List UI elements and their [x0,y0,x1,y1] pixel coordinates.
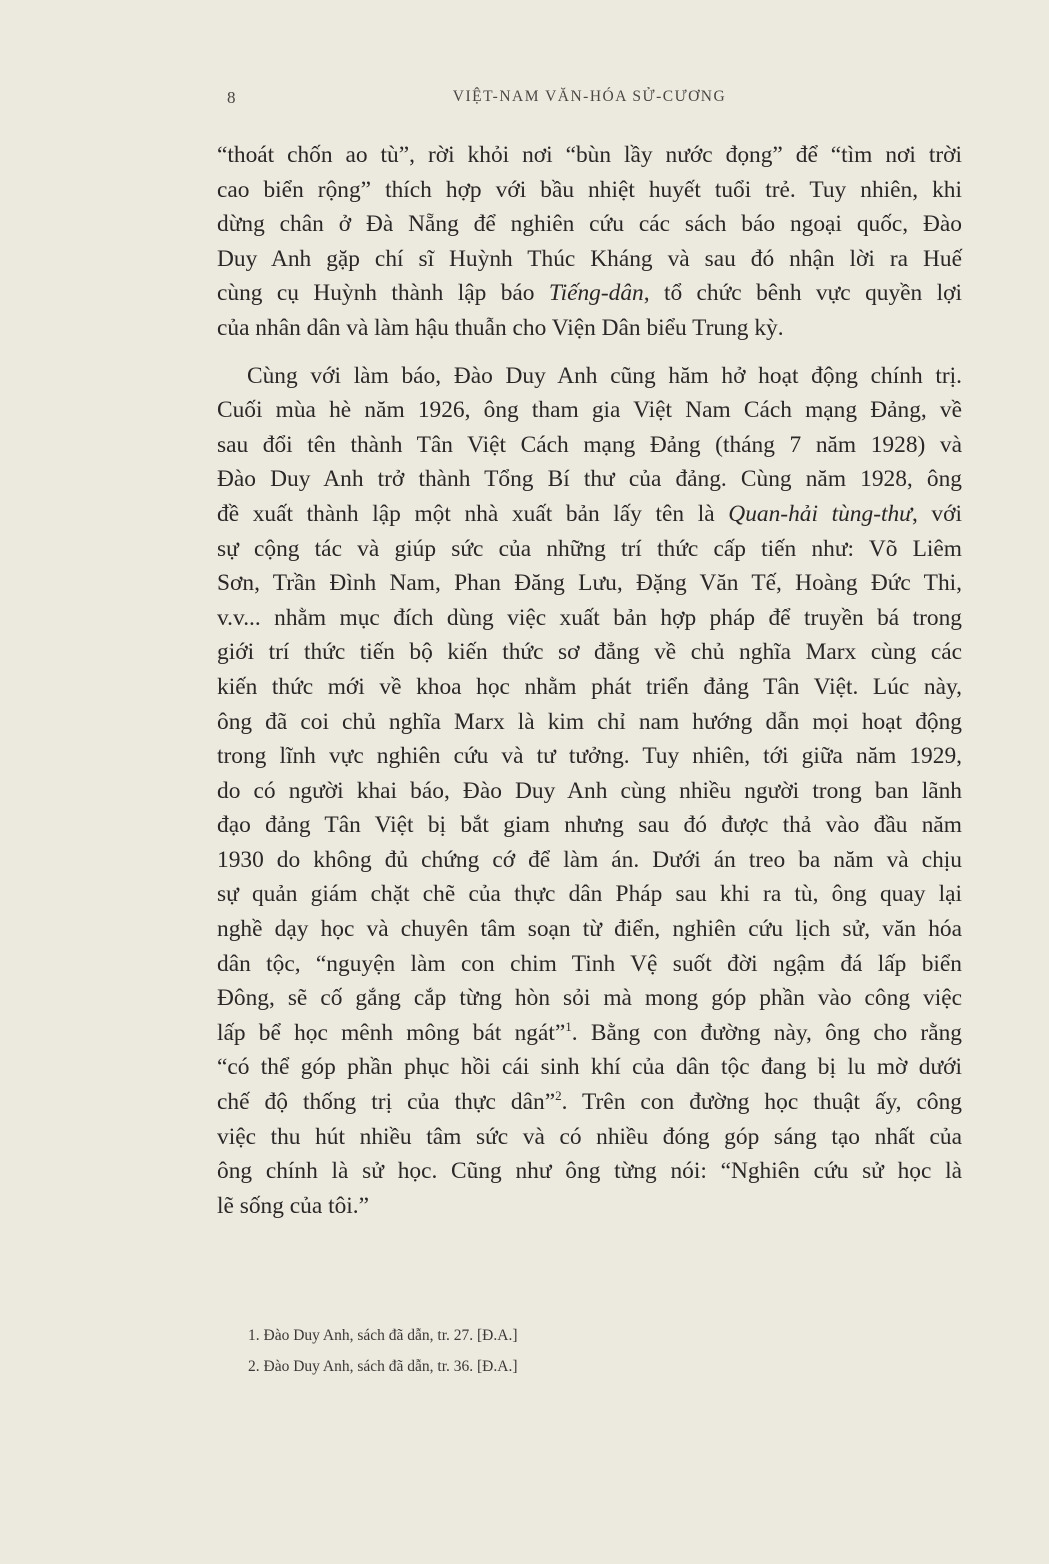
text-line: lẽ sống của tôi.” [217,1192,369,1219]
text-fragment: đề xuất thành lập một nhà xuất bản lấy tên là [217,500,729,527]
body-text [217,138,962,1223]
text-line: sự quản giám chặt chẽ của thực dân Pháp sau khi ra tù, ông quay lại [217,881,962,908]
newspaper-name: Tiếng-dân [548,280,644,307]
text-line [217,497,962,532]
text-fragment: . Trên con đường học thuật ấy, công [561,1089,962,1116]
footnote-2: 2. Đào Duy Anh, sách đã dẫn, tr. 36. [Đ.A.] [248,1358,518,1375]
text-line: Sơn, Trần Đình Nam, Phan Đăng Lưu, Đặng Văn Tế, Hoàng Đức Thi, [217,570,962,597]
text-line: trong lĩnh vực nghiên cứu và tư tưởng. Tuy nhiên, tới giữa năm 1929, [217,743,962,770]
text-fragment: . Bằng con đường này, ông cho rằng [571,1019,962,1046]
footnotes [248,1320,517,1382]
text-line: dừng chân ở Đà Nẵng để nghiên cứu các sách báo ngoại quốc, Đào [217,211,962,238]
text-line [217,1085,962,1120]
text-fragment: chế độ thống trị của thực dân” [217,1089,556,1116]
text-line: sự cộng tác và giúp sức của những trí thức cấp tiến như: Võ Liêm [217,535,962,562]
text-line: v.v... nhằm mục đích dùng việc xuất bản hợp pháp để truyền bá trong [217,604,962,631]
text-line: “có thể góp phần phục hồi cái sinh khí của dân tộc đang bị lu mờ dưới [217,1054,962,1081]
text-line: cao biển rộng” thích hợp với bầu nhiệt huyết tuổi trẻ. Tuy nhiên, khi [217,176,962,203]
page-number: 8 [227,88,236,107]
text-line: “thoát chốn ao tù”, rời khỏi nơi “bùn lầy nước đọng” để “tìm nơi trời [217,142,962,168]
text-line: Đông, sẽ cố gắng cắp từng hòn sỏi mà mong góp phần vào công việc [217,985,962,1012]
text-line [217,276,962,311]
text-line [217,1016,962,1051]
text-line: Cùng với làm báo, Đào Duy Anh cũng hăm hở hoạt động chính trị. [247,362,962,389]
text-fragment: cùng cụ Huỳnh thành lập báo [217,280,549,307]
footnote-mark[interactable]: 2 [555,1088,562,1104]
page-header [217,88,962,112]
footnote-1: 1. Đào Duy Anh, sách đã dẫn, tr. 27. [Đ.A.] [248,1327,518,1344]
text-line: nghề dạy học và chuyên tâm soạn từ điển, nghiên cứu lịch sử, văn hóa [217,916,962,943]
publisher-name: Quan-hải tùng-thư [728,500,912,527]
text-line: Duy Anh gặp chí sĩ Huỳnh Thúc Kháng và sau đó nhận lời ra Huế [217,245,962,272]
text-line: sau đổi tên thành Tân Việt Cách mạng Đảng (tháng 7 năm 1928) và [217,431,962,458]
text-line: ông đã coi chủ nghĩa Marx là kim chỉ nam hướng dẫn mọi hoạt động [217,708,962,735]
text-line: việc thu hút nhiều tâm sức và có nhiều đóng góp sáng tạo nhất của [217,1123,962,1150]
text-line: đạo đảng Tân Việt bị bắt giam nhưng sau đó được thả vào đầu năm [217,812,962,839]
text-line: Cuối mùa hè năm 1926, ông tham gia Việt Nam Cách mạng Đảng, về [217,397,962,424]
footnote-mark[interactable]: 1 [565,1019,572,1035]
text-line: kiến thức mới về khoa học nhằm phát triển đảng Tân Việt. Lúc này, [217,673,962,700]
text-line: của nhân dân và làm hậu thuẫn cho Viện Dân biểu Trung kỳ. [217,314,784,341]
text-line: ông chính là sử học. Cũng như ông từng nói: “Nghiên cứu sử học là [217,1158,962,1185]
text-line: do có người khai báo, Đào Duy Anh cùng nhiều người trong ban lãnh [217,777,962,804]
text-fragment: , tổ chức bênh vực quyền lợi [643,280,962,307]
text-fragment: , với [911,500,962,527]
text-fragment: lấp bể học mênh mông bát ngát” [217,1019,566,1046]
text-line: Đào Duy Anh trở thành Tổng Bí thư của đảng. Cùng năm 1928, ông [217,466,962,493]
running-title: VIỆT-NAM VĂN-HÓA SỬ-CƯƠNG [452,88,727,105]
text-line: dân tộc, “nguyện làm con chim Tinh Vệ suốt đời ngậm đá lấp biển [217,950,962,977]
text-line: giới trí thức tiến bộ kiến thức sơ đẳng về chủ nghĩa Marx cùng các [217,639,962,666]
text-line: 1930 do không đủ chứng cớ để làm án. Dưới án treo ba năm và chịu [217,846,962,873]
